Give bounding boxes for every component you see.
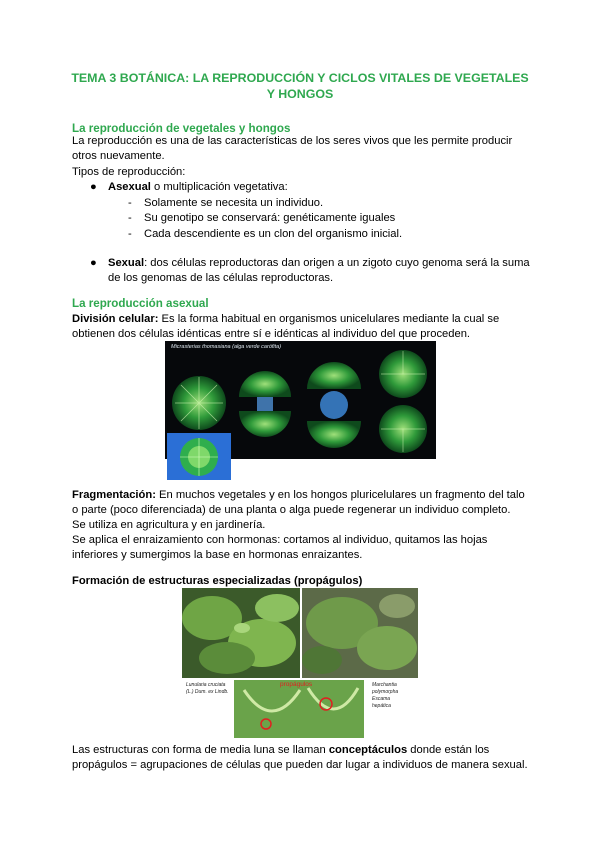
bullet-icon: ● bbox=[90, 257, 97, 269]
liverwort-photo-right bbox=[302, 588, 418, 678]
title-line-1: TEMA 3 BOTÁNICA: LA REPRODUCCIÓN Y CICLOS VITALES DE VEGETALES bbox=[71, 71, 529, 85]
micrasterias-inset-image bbox=[167, 433, 231, 480]
title-line-2: Y HONGOS bbox=[266, 87, 334, 101]
label-escama: Escama bbox=[372, 696, 391, 702]
page-title bbox=[60, 70, 540, 102]
conclusion-line-2: propágulos = agrupaciones de células que pueden dar lugar a individuos de manera sexual. bbox=[72, 759, 528, 771]
division-line-2: obtienen dos células idénticas entre sí e idénticas al individuo del que proceden. bbox=[72, 328, 471, 340]
liverwort-right-graphic bbox=[302, 588, 418, 678]
asexual-term: Asexual bbox=[108, 181, 151, 193]
fragment-line-2: o parte (poco diferenciada) de una planta o alga puede regenerar un individuo completo. bbox=[72, 504, 511, 516]
conclusion-term: conceptáculos bbox=[328, 744, 408, 756]
label-lunularia-author: (L.) Dum. ex Lindb. bbox=[186, 689, 229, 695]
section-heading-reproduccion: La reproducción de vegetales y hongos bbox=[72, 122, 291, 135]
propagulos-diagram bbox=[182, 680, 418, 738]
division-term: División celular: bbox=[72, 313, 159, 325]
bullet-icon: ● bbox=[90, 181, 97, 193]
label-lunularia: Lunularia cruciata bbox=[186, 682, 226, 688]
fragment-line-3: Se utiliza en agricultura y en jardinería. bbox=[72, 519, 266, 531]
division-rest-1: Es la forma habitual en organismos unicelulares mediante la cual se bbox=[158, 313, 500, 325]
label-marchantia-species: polymorpha bbox=[372, 689, 399, 695]
division-line-1 bbox=[72, 312, 532, 327]
dash-icon: - bbox=[128, 212, 132, 224]
intro-line-1: La reproducción es una de las características de los seres vivos que les permite producir bbox=[72, 135, 513, 147]
section-heading-asexual: La reproducción asexual bbox=[72, 297, 209, 310]
liverwort-left-graphic bbox=[182, 588, 300, 678]
sexual-term: Sexual bbox=[108, 257, 145, 269]
label-marchantia: Marchantia bbox=[372, 682, 397, 688]
sexual-rest-line-2: de los genomas de las células reproductoras. bbox=[108, 272, 334, 284]
conclusion-post: donde están los bbox=[407, 744, 490, 756]
section-heading-propagulos: Formación de estructuras especializadas (propágulos) bbox=[72, 575, 363, 587]
intro-line-2: otros nuevamente. bbox=[72, 150, 165, 162]
label-hepatica: hepática bbox=[372, 703, 391, 709]
conclusion-line-1 bbox=[72, 743, 532, 758]
liverwort-photo-left bbox=[182, 588, 300, 678]
asexual-rest: o multiplicación vegetativa: bbox=[150, 181, 288, 193]
micrasterias-caption: Micrasterias thomasiana (alga verde carófita) bbox=[171, 344, 282, 350]
sexual-item bbox=[108, 256, 538, 271]
label-propagulos: propágulos bbox=[280, 681, 313, 688]
fragment-rest-1: En muchos vegetales y en los hongos pluricelulares un fragmento del talo bbox=[155, 489, 525, 501]
fragment-line-5: inferiores y sumergimos la base en hormonas enraizantes. bbox=[72, 549, 363, 561]
conclusion-pre: Las estructuras con forma de media luna se llaman bbox=[72, 744, 329, 756]
asexual-item bbox=[108, 180, 528, 195]
fragment-term: Fragmentación: bbox=[72, 489, 156, 501]
fragment-line-4: Se aplica el enraizamiento con hormonas: cortamos al individuo, quitamos las hojas bbox=[72, 534, 488, 546]
inset-cell-graphic bbox=[167, 433, 231, 480]
dash-icon: - bbox=[128, 228, 132, 240]
types-label: Tipos de reproducción: bbox=[72, 166, 186, 178]
asexual-point-1: Solamente se necesita un individuo. bbox=[144, 197, 324, 209]
sexual-rest-1: : dos células reproductoras dan origen a un zigoto cuyo genoma será la suma bbox=[144, 257, 530, 269]
dash-icon: - bbox=[128, 197, 132, 209]
asexual-point-2: Su genotipo se conservará: genéticamente iguales bbox=[144, 212, 396, 224]
asexual-point-3: Cada descendiente es un clon del organismo inicial. bbox=[144, 228, 403, 240]
fragment-line-1 bbox=[72, 488, 532, 503]
